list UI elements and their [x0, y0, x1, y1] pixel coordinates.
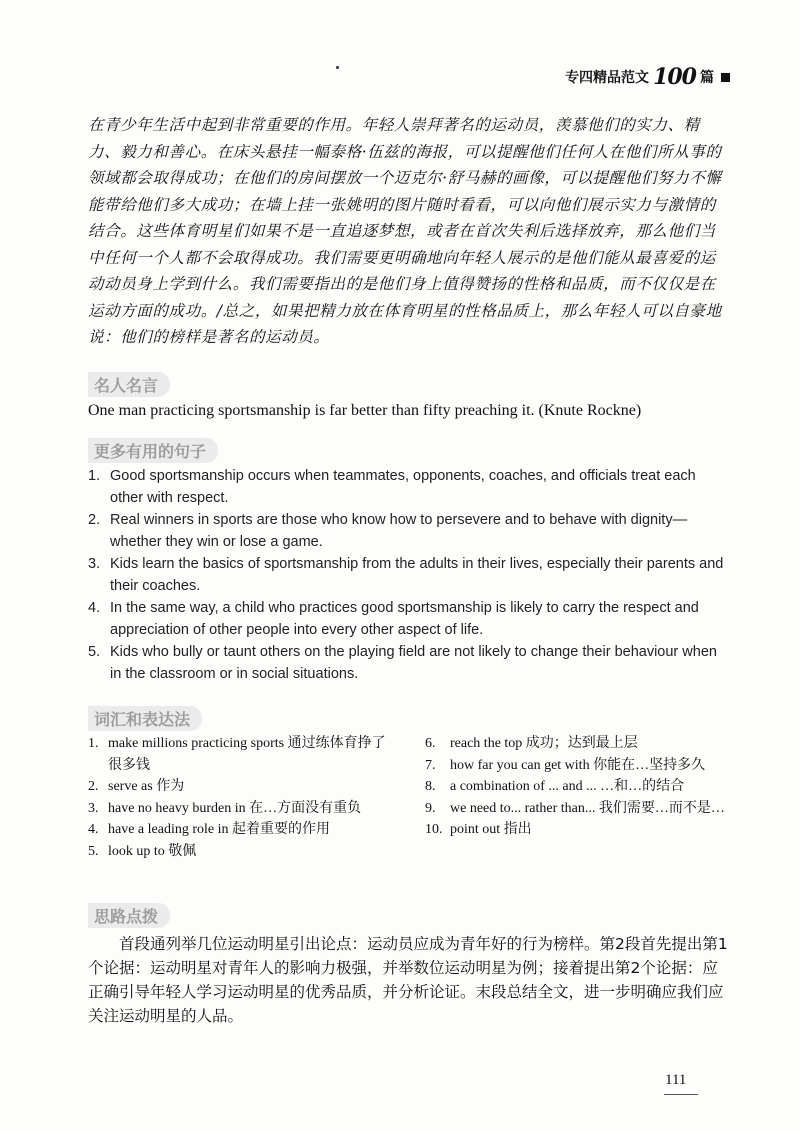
list-item: 5. Kids who bully or taunt others on the playing field are not likely to change their behaviour when in the classroom or in social situations.: [88, 644, 717, 682]
list-item: 4. In the same way, a child who practices good sportsmanship is likely to carry the respect and appreciation of other people into every other aspect of life.: [88, 600, 699, 638]
list-item: 1. make millions practicing sports 通过练体育挣了很多钱: [88, 736, 386, 773]
vocab-list-right: [425, 733, 735, 841]
useful-sentences-list: [88, 465, 728, 685]
list-item: 7. how far you can get with 你能在…坚持多久: [425, 757, 706, 773]
vocab-list-left: [88, 733, 398, 862]
page-number: 111: [665, 1072, 687, 1088]
list-item: 3. have no heavy burden in 在…方面没有重负: [88, 800, 362, 816]
list-item: 5. look up to 敬佩: [88, 843, 197, 859]
list-item: 10. point out 指出: [425, 822, 532, 837]
list-item: 2. Real winners in sports are those who know how to persevere and to behave with dignity—whether they win or lose a game.: [88, 512, 688, 550]
list-item: 3. Kids learn the basics of sportsmanship from the adults in their lives, especially their parents and their coaches.: [88, 556, 724, 594]
analysis-paragraph: 首段通列举几位运动明星引出论点：运动员应成为青年好的行为榜样。第2段首先提出第1个论据：运动明星对青年人的影响力极强，并举数位运动明星为例；接着提出第2个论据：应正确引导年轻人学习运动明星的优秀品质，并分析论证。末段总结全文，进一步明确应我们应关注运动明星的人品。: [88, 935, 728, 1025]
scan-dot: [336, 66, 339, 69]
list-item: 8. a combination of ... and ... …和…的结合: [425, 779, 685, 794]
list-item: 6. reach the top 成功；达到最上层: [425, 736, 638, 751]
section-title-analysis: 思路点拨: [88, 903, 170, 928]
list-item: 1. Good sportsmanship occurs when teammates, opponents, coaches, and officials treat each other with respect.: [88, 468, 696, 506]
list-item: 4. have a leading role in 起着重要的作用: [88, 822, 331, 837]
essay-paragraph: 在青少年生活中起到非常重要的作用。年轻人崇拜著名的运动员，羡慕他们的实力、精力、毅力和善心。在床头悬挂一幅泰格·伍兹的海报，可以提醒他们任何人在他们所从事的领域都会取得成功；在他们的房间摆放一个迈克尔·舒马赫的画像，可以提醒他们努力不懈能带给他们多大成功；在墙上挂一张姚明的图片随时看看，可以向他们展示实力与激情的结合。这些体育明星们如果不是一直追逐梦想，或者在首次失利后选择放弃，那么他们当中任何一个人都不会取得成功。我们需要更明确地向年轻人展示的是他们能从最喜爱的运动动员身上学到什么。我们需要指出的是他们身上值得赞扬的性格和品质，而不仅仅是在运动方面的成功。/总之，如果把精力放在体育明星的性格品质上，那么年轻人可以自豪地说：他们的榜样是著名的运动员。: [88, 116, 722, 346]
running-header: [565, 64, 730, 90]
header-number: 100: [653, 64, 696, 90]
famous-quote: One man practicing sportsmanship is far better than fifty preaching it. (Knute Rockne): [88, 402, 642, 419]
section-title-vocab: 词汇和表达法: [88, 706, 202, 731]
section-title-useful-sentences: 更多有用的句子: [88, 438, 218, 463]
square-marker-icon: [721, 73, 730, 82]
section-title-quote: 名人名言: [88, 372, 170, 397]
header-prefix: 专四精品范文: [565, 70, 650, 86]
list-item: 9. we need to... rather than... 我们需要…而不是…: [425, 800, 725, 816]
list-item: 2. serve as 作为: [88, 779, 185, 794]
header-suffix: 篇: [700, 70, 714, 86]
page-number-underline: [664, 1094, 698, 1095]
